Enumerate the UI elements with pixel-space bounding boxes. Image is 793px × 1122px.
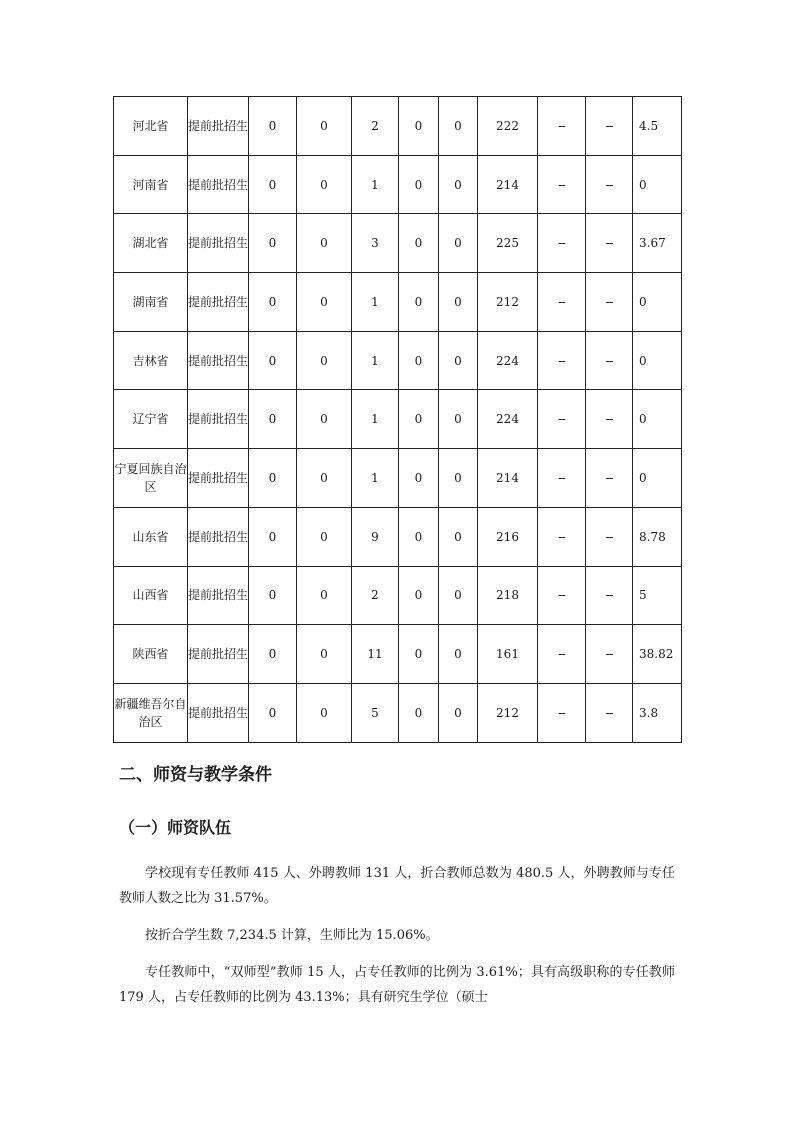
table-row xyxy=(114,214,682,273)
province-cell: 湖南省 xyxy=(114,273,188,332)
province-cell: 吉林省 xyxy=(114,331,188,390)
dash-cell: -- xyxy=(538,390,586,449)
province-cell: 宁夏回族自治区 xyxy=(114,449,188,508)
value-cell: 0 xyxy=(249,507,297,566)
province-cell: 山西省 xyxy=(114,566,188,625)
dash-cell: -- xyxy=(538,507,586,566)
dash-cell: -- xyxy=(586,625,633,684)
table-row xyxy=(114,507,682,566)
dash-cell: -- xyxy=(538,155,586,214)
subsection-title: （一）师资队伍 xyxy=(119,818,232,837)
value-cell: 9 xyxy=(352,507,399,566)
batch-cell: 提前批招生 xyxy=(188,625,249,684)
dash-cell: -- xyxy=(586,566,633,625)
rate-cell: 0 xyxy=(633,155,682,214)
value-cell: 0 xyxy=(297,449,352,508)
value-cell: 0 xyxy=(249,390,297,449)
value-cell: 1 xyxy=(352,331,399,390)
value-cell: 218 xyxy=(478,566,538,625)
province-cell: 河南省 xyxy=(114,155,188,214)
province-cell: 湖北省 xyxy=(114,214,188,273)
table-row xyxy=(114,449,682,508)
value-cell: 5 xyxy=(352,683,399,742)
value-cell: 0 xyxy=(439,625,478,684)
rate-cell: 0 xyxy=(633,331,682,390)
dash-cell: -- xyxy=(586,331,633,390)
value-cell: 0 xyxy=(297,214,352,273)
value-cell: 1 xyxy=(352,155,399,214)
province-cell: 河北省 xyxy=(114,97,188,156)
dash-cell: -- xyxy=(538,273,586,332)
value-cell: 0 xyxy=(297,625,352,684)
table-row xyxy=(114,566,682,625)
rate-cell: 38.82 xyxy=(633,625,682,684)
value-cell: 0 xyxy=(249,331,297,390)
value-cell: 212 xyxy=(478,683,538,742)
rate-cell: 0 xyxy=(633,390,682,449)
value-cell: 1 xyxy=(352,273,399,332)
value-cell: 0 xyxy=(249,625,297,684)
batch-cell: 提前批招生 xyxy=(188,155,249,214)
province-cell: 陕西省 xyxy=(114,625,188,684)
dash-cell: -- xyxy=(538,625,586,684)
value-cell: 0 xyxy=(439,97,478,156)
dash-cell: -- xyxy=(538,331,586,390)
value-cell: 0 xyxy=(297,507,352,566)
dash-cell: -- xyxy=(538,214,586,273)
rate-cell: 4.5 xyxy=(633,97,682,156)
value-cell: 0 xyxy=(399,683,439,742)
value-cell: 0 xyxy=(399,97,439,156)
dash-cell: -- xyxy=(586,97,633,156)
value-cell: 222 xyxy=(478,97,538,156)
value-cell: 0 xyxy=(439,273,478,332)
dash-cell: -- xyxy=(538,566,586,625)
section-title: 二、师资与教学条件 xyxy=(119,765,272,785)
dash-cell: -- xyxy=(538,97,586,156)
value-cell: 0 xyxy=(439,683,478,742)
value-cell: 0 xyxy=(297,683,352,742)
value-cell: 0 xyxy=(249,566,297,625)
table-row xyxy=(114,273,682,332)
paragraph: 按折合学生数 7,234.5 计算，生师比为 15.06%。 xyxy=(145,928,439,943)
dash-cell: -- xyxy=(586,214,633,273)
batch-cell: 提前批招生 xyxy=(188,390,249,449)
batch-cell: 提前批招生 xyxy=(188,97,249,156)
value-cell: 0 xyxy=(399,214,439,273)
paragraph: 专任教师中，“双师型”教师 15 人，占专任教师的比例为 3.61%；具有高级职称的专任教师 179 人，占专任教师的比例为 43.13%；具有研究生学位（硕士 xyxy=(119,965,675,1005)
value-cell: 0 xyxy=(439,155,478,214)
rate-cell: 5 xyxy=(633,566,682,625)
value-cell: 0 xyxy=(249,155,297,214)
table-row xyxy=(114,155,682,214)
dash-cell: -- xyxy=(586,390,633,449)
value-cell: 0 xyxy=(249,273,297,332)
value-cell: 224 xyxy=(478,331,538,390)
value-cell: 0 xyxy=(439,331,478,390)
dash-cell: -- xyxy=(538,683,586,742)
value-cell: 212 xyxy=(478,273,538,332)
value-cell: 3 xyxy=(352,214,399,273)
value-cell: 0 xyxy=(439,449,478,508)
value-cell: 0 xyxy=(439,390,478,449)
batch-cell: 提前批招生 xyxy=(188,507,249,566)
rate-cell: 0 xyxy=(633,273,682,332)
rate-cell: 8.78 xyxy=(633,507,682,566)
rate-cell: 0 xyxy=(633,449,682,508)
value-cell: 0 xyxy=(399,390,439,449)
value-cell: 0 xyxy=(439,507,478,566)
batch-cell: 提前批招生 xyxy=(188,214,249,273)
province-cell: 山东省 xyxy=(114,507,188,566)
rate-cell: 3.67 xyxy=(633,214,682,273)
value-cell: 224 xyxy=(478,390,538,449)
admissions-table xyxy=(113,96,682,743)
value-cell: 216 xyxy=(478,507,538,566)
batch-cell: 提前批招生 xyxy=(188,331,249,390)
value-cell: 1 xyxy=(352,390,399,449)
value-cell: 0 xyxy=(249,214,297,273)
value-cell: 0 xyxy=(297,390,352,449)
value-cell: 11 xyxy=(352,625,399,684)
body-text xyxy=(119,861,675,1022)
batch-cell: 提前批招生 xyxy=(188,683,249,742)
batch-cell: 提前批招生 xyxy=(188,449,249,508)
table-row xyxy=(114,683,682,742)
value-cell: 0 xyxy=(297,566,352,625)
dash-cell: -- xyxy=(586,507,633,566)
dash-cell: -- xyxy=(538,449,586,508)
value-cell: 0 xyxy=(399,566,439,625)
admissions-table-body xyxy=(114,97,682,743)
value-cell: 0 xyxy=(297,97,352,156)
value-cell: 0 xyxy=(399,449,439,508)
value-cell: 0 xyxy=(399,507,439,566)
value-cell: 0 xyxy=(439,214,478,273)
value-cell: 0 xyxy=(297,155,352,214)
value-cell: 0 xyxy=(297,331,352,390)
dash-cell: -- xyxy=(586,155,633,214)
value-cell: 2 xyxy=(352,97,399,156)
value-cell: 0 xyxy=(249,97,297,156)
value-cell: 0 xyxy=(399,625,439,684)
dash-cell: -- xyxy=(586,683,633,742)
rate-cell: 3.8 xyxy=(633,683,682,742)
value-cell: 0 xyxy=(249,449,297,508)
dash-cell: -- xyxy=(586,449,633,508)
value-cell: 214 xyxy=(478,155,538,214)
value-cell: 2 xyxy=(352,566,399,625)
value-cell: 161 xyxy=(478,625,538,684)
value-cell: 0 xyxy=(439,566,478,625)
dash-cell: -- xyxy=(586,273,633,332)
batch-cell: 提前批招生 xyxy=(188,273,249,332)
province-cell: 辽宁省 xyxy=(114,390,188,449)
paragraph: 学校现有专任教师 415 人、外聘教师 131 人，折合教师总数为 480.5 人，外聘教师与专任教师人数之比为 31.57%。 xyxy=(119,866,675,906)
value-cell: 214 xyxy=(478,449,538,508)
table-row xyxy=(114,625,682,684)
value-cell: 0 xyxy=(399,273,439,332)
table-row xyxy=(114,97,682,156)
value-cell: 1 xyxy=(352,449,399,508)
value-cell: 225 xyxy=(478,214,538,273)
province-cell: 新疆维吾尔自治区 xyxy=(114,683,188,742)
value-cell: 0 xyxy=(399,331,439,390)
table-row xyxy=(114,390,682,449)
table-row xyxy=(114,331,682,390)
batch-cell: 提前批招生 xyxy=(188,566,249,625)
value-cell: 0 xyxy=(249,683,297,742)
value-cell: 0 xyxy=(399,155,439,214)
value-cell: 0 xyxy=(297,273,352,332)
